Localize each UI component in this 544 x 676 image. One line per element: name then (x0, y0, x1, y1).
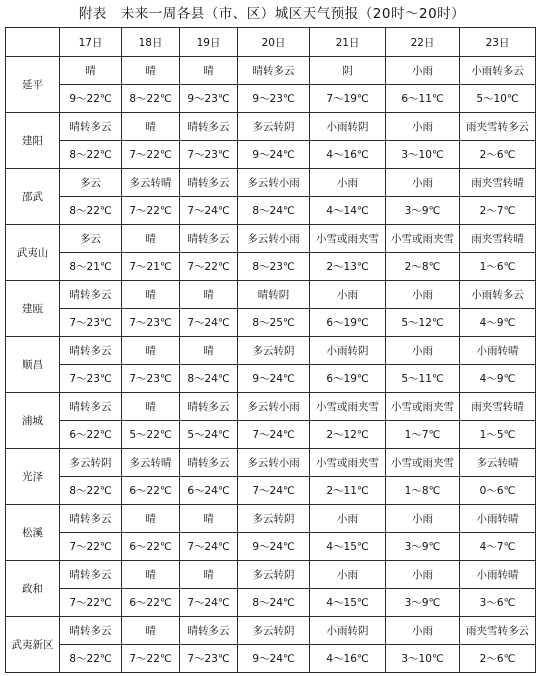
weather-cell: 多云转晴 (460, 449, 536, 477)
temperature-cell: 2～13℃ (310, 253, 386, 281)
temperature-cell: 4～16℃ (310, 645, 386, 673)
temperature-cell: 7～24℃ (180, 589, 238, 617)
weather-cell: 晴 (180, 57, 238, 85)
weather-cell: 晴 (122, 505, 180, 533)
temperature-cell: 5～22℃ (122, 421, 180, 449)
temperature-cell: 9～24℃ (238, 533, 310, 561)
weather-cell: 小雨 (386, 169, 460, 197)
city-name: 建阳 (6, 113, 60, 169)
weather-cell: 小雨转多云 (460, 57, 536, 85)
weather-cell: 晴 (122, 225, 180, 253)
temperature-cell: 7～24℃ (180, 309, 238, 337)
weather-cell: 晴转多云 (60, 561, 122, 589)
temperature-cell: 5～10℃ (460, 85, 536, 113)
weather-cell: 小雨转阴 (310, 113, 386, 141)
weather-cell: 小雨转阴 (310, 617, 386, 645)
weather-cell: 晴 (180, 337, 238, 365)
date-header: 21日 (310, 28, 386, 57)
weather-cell: 多云转阴 (238, 113, 310, 141)
weather-cell: 小雨 (386, 505, 460, 533)
weather-cell: 晴转多云 (60, 393, 122, 421)
temperature-cell: 8～22℃ (60, 141, 122, 169)
temperature-cell: 3～9℃ (386, 533, 460, 561)
temperature-cell: 7～23℃ (60, 309, 122, 337)
city-name: 建瓯 (6, 281, 60, 337)
weather-cell: 小雨 (386, 113, 460, 141)
weather-cell: 小雪或雨夹雪 (386, 449, 460, 477)
temperature-cell: 8～24℃ (238, 589, 310, 617)
temperature-row (6, 141, 536, 169)
forecast-body (6, 57, 536, 673)
weather-row (6, 505, 536, 533)
date-header: 18日 (122, 28, 180, 57)
city-name: 武夷新区 (6, 617, 60, 673)
weather-cell: 晴转多云 (60, 113, 122, 141)
weather-cell: 雨夹雪转多云 (460, 617, 536, 645)
temperature-cell: 7～24℃ (180, 533, 238, 561)
temperature-row (6, 477, 536, 505)
temperature-cell: 1～5℃ (460, 421, 536, 449)
weather-cell: 小雨转多云 (460, 281, 536, 309)
temperature-cell: 5～12℃ (386, 309, 460, 337)
temperature-cell: 4～9℃ (460, 309, 536, 337)
weather-cell: 小雨 (310, 281, 386, 309)
weather-cell: 多云 (60, 169, 122, 197)
weather-cell: 晴 (122, 561, 180, 589)
weather-cell: 小雪或雨夹雪 (310, 225, 386, 253)
temperature-cell: 7～22℃ (60, 533, 122, 561)
weather-cell: 小雨 (386, 57, 460, 85)
weather-cell: 晴 (180, 561, 238, 589)
weather-cell: 晴 (122, 393, 180, 421)
weather-cell: 晴转多云 (180, 225, 238, 253)
weather-row (6, 617, 536, 645)
weather-cell: 小雨转晴 (460, 337, 536, 365)
temperature-cell: 0～6℃ (460, 477, 536, 505)
temperature-cell: 2～8℃ (386, 253, 460, 281)
temperature-cell: 4～15℃ (310, 533, 386, 561)
weather-row (6, 561, 536, 589)
temperature-cell: 5～11℃ (386, 365, 460, 393)
temperature-cell: 4～15℃ (310, 589, 386, 617)
temperature-cell: 6～19℃ (310, 309, 386, 337)
weather-cell: 小雨 (386, 337, 460, 365)
temperature-row (6, 589, 536, 617)
city-name: 顺昌 (6, 337, 60, 393)
temperature-row (6, 421, 536, 449)
forecast-table (5, 27, 536, 673)
weather-row (6, 57, 536, 85)
temperature-row (6, 85, 536, 113)
weather-cell: 晴 (122, 337, 180, 365)
temperature-cell: 3～10℃ (386, 645, 460, 673)
weather-cell: 晴转阴 (238, 281, 310, 309)
corner-cell (6, 28, 60, 57)
temperature-cell: 1～8℃ (386, 477, 460, 505)
weather-cell: 小雪或雨夹雪 (310, 449, 386, 477)
temperature-cell: 7～24℃ (238, 477, 310, 505)
temperature-cell: 2～11℃ (310, 477, 386, 505)
weather-cell: 多云转阴 (238, 617, 310, 645)
weather-cell: 雨夹雪转晴 (460, 169, 536, 197)
temperature-cell: 7～22℃ (180, 253, 238, 281)
temperature-cell: 7～24℃ (238, 421, 310, 449)
weather-cell: 多云转小雨 (238, 169, 310, 197)
weather-cell: 阴 (310, 57, 386, 85)
weather-cell: 小雪或雨夹雪 (310, 393, 386, 421)
temperature-cell: 6～19℃ (310, 365, 386, 393)
weather-cell: 晴转多云 (238, 57, 310, 85)
temperature-cell: 2～12℃ (310, 421, 386, 449)
temperature-cell: 7～22℃ (60, 589, 122, 617)
temperature-cell: 8～24℃ (180, 365, 238, 393)
temperature-cell: 1～7℃ (386, 421, 460, 449)
date-header: 17日 (60, 28, 122, 57)
weather-cell: 多云转小雨 (238, 393, 310, 421)
weather-cell: 晴 (60, 57, 122, 85)
temperature-cell: 7～24℃ (180, 197, 238, 225)
weather-cell: 小雪或雨夹雪 (386, 225, 460, 253)
date-header: 20日 (238, 28, 310, 57)
temperature-cell: 9～23℃ (180, 85, 238, 113)
temperature-cell: 8～24℃ (238, 197, 310, 225)
temperature-row (6, 365, 536, 393)
temperature-cell: 9～24℃ (238, 365, 310, 393)
weather-cell: 晴转多云 (180, 169, 238, 197)
temperature-cell: 7～21℃ (122, 253, 180, 281)
temperature-cell: 2～7℃ (460, 197, 536, 225)
temperature-cell: 6～22℃ (122, 477, 180, 505)
weather-cell: 晴 (122, 281, 180, 309)
page-title: 附表 未来一周各县（市、区）城区天气预报（20时～20时） (78, 6, 466, 22)
weather-cell: 多云转阴 (238, 561, 310, 589)
weather-cell: 多云转阴 (238, 505, 310, 533)
temperature-cell: 6～22℃ (60, 421, 122, 449)
weather-cell: 多云 (60, 225, 122, 253)
weather-cell: 多云转小雨 (238, 225, 310, 253)
weather-cell: 小雨转阴 (310, 337, 386, 365)
weather-cell: 小雨转晴 (460, 505, 536, 533)
temperature-cell: 3～9℃ (386, 197, 460, 225)
temperature-cell: 9～24℃ (238, 645, 310, 673)
city-name: 浦城 (6, 393, 60, 449)
city-name: 松溪 (6, 505, 60, 561)
temperature-cell: 6～24℃ (180, 477, 238, 505)
city-name: 光泽 (6, 449, 60, 505)
city-name: 邵武 (6, 169, 60, 225)
weather-cell: 晴 (180, 281, 238, 309)
temperature-row (6, 309, 536, 337)
weather-cell: 小雨 (310, 505, 386, 533)
weather-cell: 晴转多云 (60, 281, 122, 309)
temperature-cell: 5～24℃ (180, 421, 238, 449)
weather-cell: 小雨 (386, 561, 460, 589)
weather-cell: 小雨转晴 (460, 561, 536, 589)
temperature-cell: 3～6℃ (460, 589, 536, 617)
temperature-cell: 8～22℃ (122, 85, 180, 113)
city-name: 政和 (6, 561, 60, 617)
temperature-cell: 6～22℃ (122, 589, 180, 617)
weather-cell: 晴 (122, 113, 180, 141)
weather-row (6, 113, 536, 141)
weather-row (6, 449, 536, 477)
temperature-cell: 2～6℃ (460, 141, 536, 169)
weather-cell: 晴转多云 (180, 449, 238, 477)
weather-cell: 晴 (180, 505, 238, 533)
weather-cell: 晴转多云 (180, 617, 238, 645)
weather-cell: 晴转多云 (60, 337, 122, 365)
temperature-cell: 7～23℃ (122, 309, 180, 337)
temperature-cell: 6～22℃ (122, 533, 180, 561)
date-header: 22日 (386, 28, 460, 57)
weather-cell: 小雨 (310, 561, 386, 589)
temperature-cell: 8～22℃ (60, 645, 122, 673)
weather-row (6, 337, 536, 365)
weather-cell: 晴 (122, 57, 180, 85)
weather-cell: 多云转阴 (238, 337, 310, 365)
temperature-cell: 7～19℃ (310, 85, 386, 113)
temperature-cell: 7～22℃ (122, 141, 180, 169)
temperature-cell: 8～22℃ (60, 197, 122, 225)
weather-cell: 雨夹雪转多云 (460, 113, 536, 141)
weather-cell: 雨夹雪转晴 (460, 225, 536, 253)
weather-cell: 晴转多云 (180, 113, 238, 141)
weather-row (6, 281, 536, 309)
city-name: 延平 (6, 57, 60, 113)
weather-cell: 多云转晴 (122, 449, 180, 477)
temperature-cell: 8～21℃ (60, 253, 122, 281)
temperature-cell: 9～24℃ (238, 141, 310, 169)
temperature-cell: 4～14℃ (310, 197, 386, 225)
temperature-row (6, 197, 536, 225)
weather-row (6, 169, 536, 197)
weather-cell: 晴转多云 (60, 505, 122, 533)
temperature-cell: 4～16℃ (310, 141, 386, 169)
temperature-cell: 1～6℃ (460, 253, 536, 281)
city-name: 武夷山 (6, 225, 60, 281)
weather-cell: 小雨 (310, 169, 386, 197)
weather-cell: 晴转多云 (60, 617, 122, 645)
temperature-row (6, 253, 536, 281)
temperature-cell: 8～23℃ (238, 253, 310, 281)
weather-cell: 多云转阴 (60, 449, 122, 477)
temperature-cell: 3～10℃ (386, 141, 460, 169)
temperature-cell: 7～22℃ (122, 645, 180, 673)
temperature-cell: 7～23℃ (180, 141, 238, 169)
temperature-cell: 6～11℃ (386, 85, 460, 113)
temperature-cell: 9～22℃ (60, 85, 122, 113)
weather-cell: 多云转小雨 (238, 449, 310, 477)
date-header: 19日 (180, 28, 238, 57)
weather-cell: 小雪或雨夹雪 (386, 393, 460, 421)
date-header-row (6, 28, 536, 57)
temperature-cell: 9～23℃ (238, 85, 310, 113)
weather-cell: 小雨 (386, 281, 460, 309)
temperature-cell: 7～23℃ (122, 365, 180, 393)
temperature-cell: 2～6℃ (460, 645, 536, 673)
date-header: 23日 (460, 28, 536, 57)
weather-cell: 多云转晴 (122, 169, 180, 197)
temperature-cell: 7～23℃ (180, 645, 238, 673)
weather-cell: 晴 (122, 617, 180, 645)
temperature-cell: 4～9℃ (460, 365, 536, 393)
weather-cell: 雨夹雪转晴 (460, 393, 536, 421)
weather-cell: 小雨 (386, 617, 460, 645)
weather-row (6, 225, 536, 253)
weather-row (6, 393, 536, 421)
temperature-row (6, 533, 536, 561)
temperature-cell: 4～7℃ (460, 533, 536, 561)
temperature-row (6, 645, 536, 673)
temperature-cell: 7～23℃ (60, 365, 122, 393)
temperature-cell: 7～22℃ (122, 197, 180, 225)
temperature-cell: 8～25℃ (238, 309, 310, 337)
temperature-cell: 3～9℃ (386, 589, 460, 617)
weather-cell: 晴转多云 (180, 393, 238, 421)
temperature-cell: 8～22℃ (60, 477, 122, 505)
